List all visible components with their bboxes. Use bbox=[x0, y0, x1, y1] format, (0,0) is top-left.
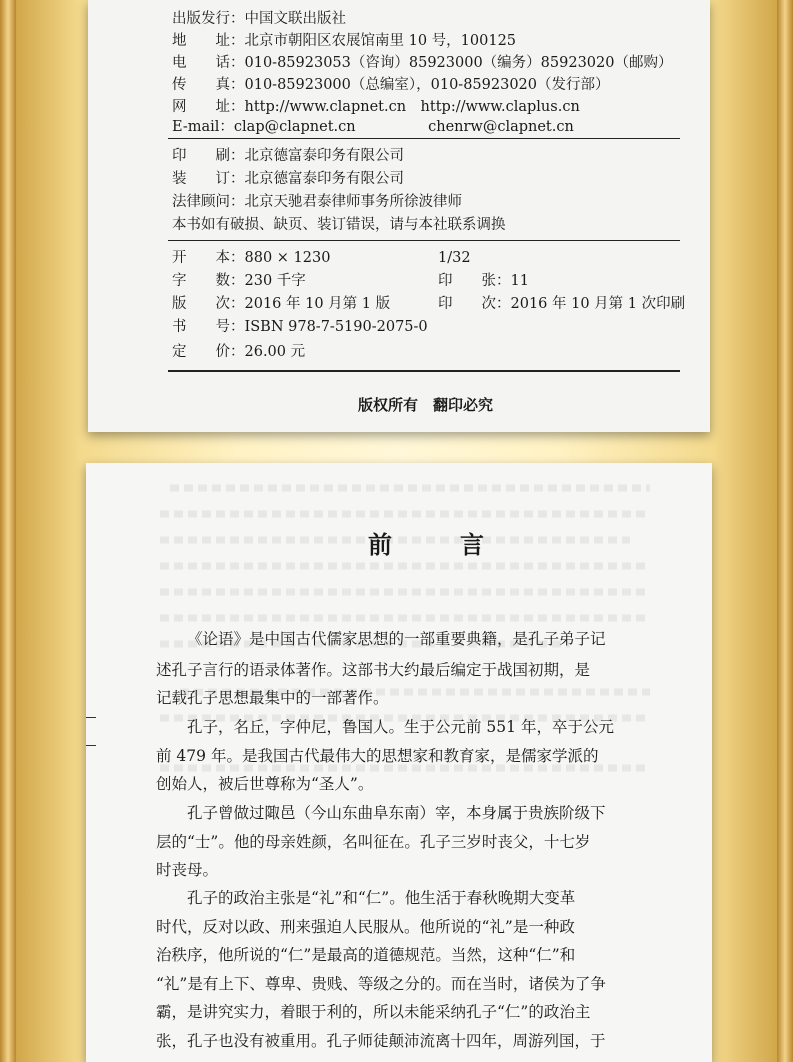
preface-line: 述孔子言行的语录体著作。这部书大约最后编定于战国初期，是 bbox=[156, 661, 591, 679]
preface-title: 前 言 bbox=[368, 531, 506, 559]
preface-line: 孔子，名丘，字仲尼，鲁国人。生于公元前 551 年，卒于公元 bbox=[187, 718, 614, 736]
preface-line: 层的“士”。他的母亲姓颜，名叫征在。孔子三岁时丧父，十七岁 bbox=[156, 833, 591, 851]
spec-line: 版 次：2016 年 10 月第 1 版 bbox=[172, 296, 391, 312]
divider bbox=[168, 240, 680, 241]
colophon-line: 网 址：http://www.clapnet.cn http://www.claplus.cn bbox=[172, 99, 580, 115]
colophon-line: 电 话：010-85923053（咨询）85923000（编务）85923020（邮购） bbox=[172, 55, 673, 71]
preface-line: 时丧母。 bbox=[156, 861, 219, 879]
colophon-line: 出版发行：中国文联出版社 bbox=[172, 11, 346, 27]
spec-line: 印 张：11 bbox=[438, 273, 529, 289]
preface-line: 霸，是讲究实力，着眼于利的，所以未能采纳孔子“仁”的政治主 bbox=[156, 1003, 591, 1021]
copyright-notice: 版权所有 翻印必究 bbox=[358, 396, 494, 414]
page-edge-mark bbox=[86, 745, 96, 746]
right-gold-border bbox=[777, 0, 793, 1062]
colophon-line: 装 订：北京德富泰印务有限公司 bbox=[172, 171, 404, 187]
left-gold-border bbox=[0, 0, 16, 1062]
preface-line: 记载孔子思想最集中的一部著作。 bbox=[156, 689, 389, 707]
preface-line: 孔子曾做过陬邑（今山东曲阜东南）宰，本身属于贵族阶级下 bbox=[187, 804, 606, 822]
preface-line: 创始人，被后世尊称为“圣人”。 bbox=[156, 775, 374, 793]
spec-line: 印 次：2016 年 10 月第 1 次印刷 bbox=[438, 296, 686, 312]
preface-line: 张，孔子也没有被重用。孔子师徒颠沛流离十四年，周游列国，于 bbox=[156, 1032, 606, 1050]
spec-line: 开 本：880 × 1230 bbox=[172, 250, 331, 266]
divider bbox=[168, 370, 680, 372]
spec-line: 定 价：26.00 元 bbox=[172, 344, 306, 360]
spec-line: 1/32 bbox=[438, 250, 471, 266]
divider bbox=[168, 138, 680, 139]
colophon-line: E-mail：clap@clapnet.cn chenrw@clapnet.cn bbox=[172, 119, 574, 135]
spec-line: 书 号：ISBN 978-7-5190-2075-0 bbox=[172, 319, 428, 335]
preface-line: “礼”是有上下、尊卑、贵贱、等级之分的。而在当时，诸侯为了争 bbox=[156, 975, 606, 993]
colophon-line: 地 址：北京市朝阳区农展馆南里 10 号，100125 bbox=[172, 33, 517, 49]
preface-line: 孔子的政治主张是“礼”和“仁”。他生活于春秋晚期大变革 bbox=[187, 889, 576, 907]
preface-line: 前 479 年。是我国古代最伟大的思想家和教育家，是儒家学派的 bbox=[156, 747, 599, 765]
preface-line: 治秩序，他所说的“仁”是最高的道德规范。当然，这种“仁”和 bbox=[156, 946, 576, 964]
colophon-line: 本书如有破损、缺页、装订错误，请与本社联系调换 bbox=[172, 217, 506, 233]
preface-line: 时代，反对以政、刑来强迫人民服从。他所说的“礼”是一种政 bbox=[156, 918, 575, 936]
colophon-line: 法律顾问：北京天驰君泰律师事务所徐波律师 bbox=[172, 194, 462, 210]
spec-line: 字 数：230 千字 bbox=[172, 273, 306, 289]
colophon-line: 印 刷：北京德富泰印务有限公司 bbox=[172, 148, 404, 164]
page-edge-mark bbox=[86, 717, 96, 718]
preface-line: 《论语》是中国古代儒家思想的一部重要典籍，是孔子弟子记 bbox=[187, 630, 606, 648]
colophon-line: 传 真：010-85923000（总编室），010-85923020（发行部） bbox=[172, 77, 610, 93]
